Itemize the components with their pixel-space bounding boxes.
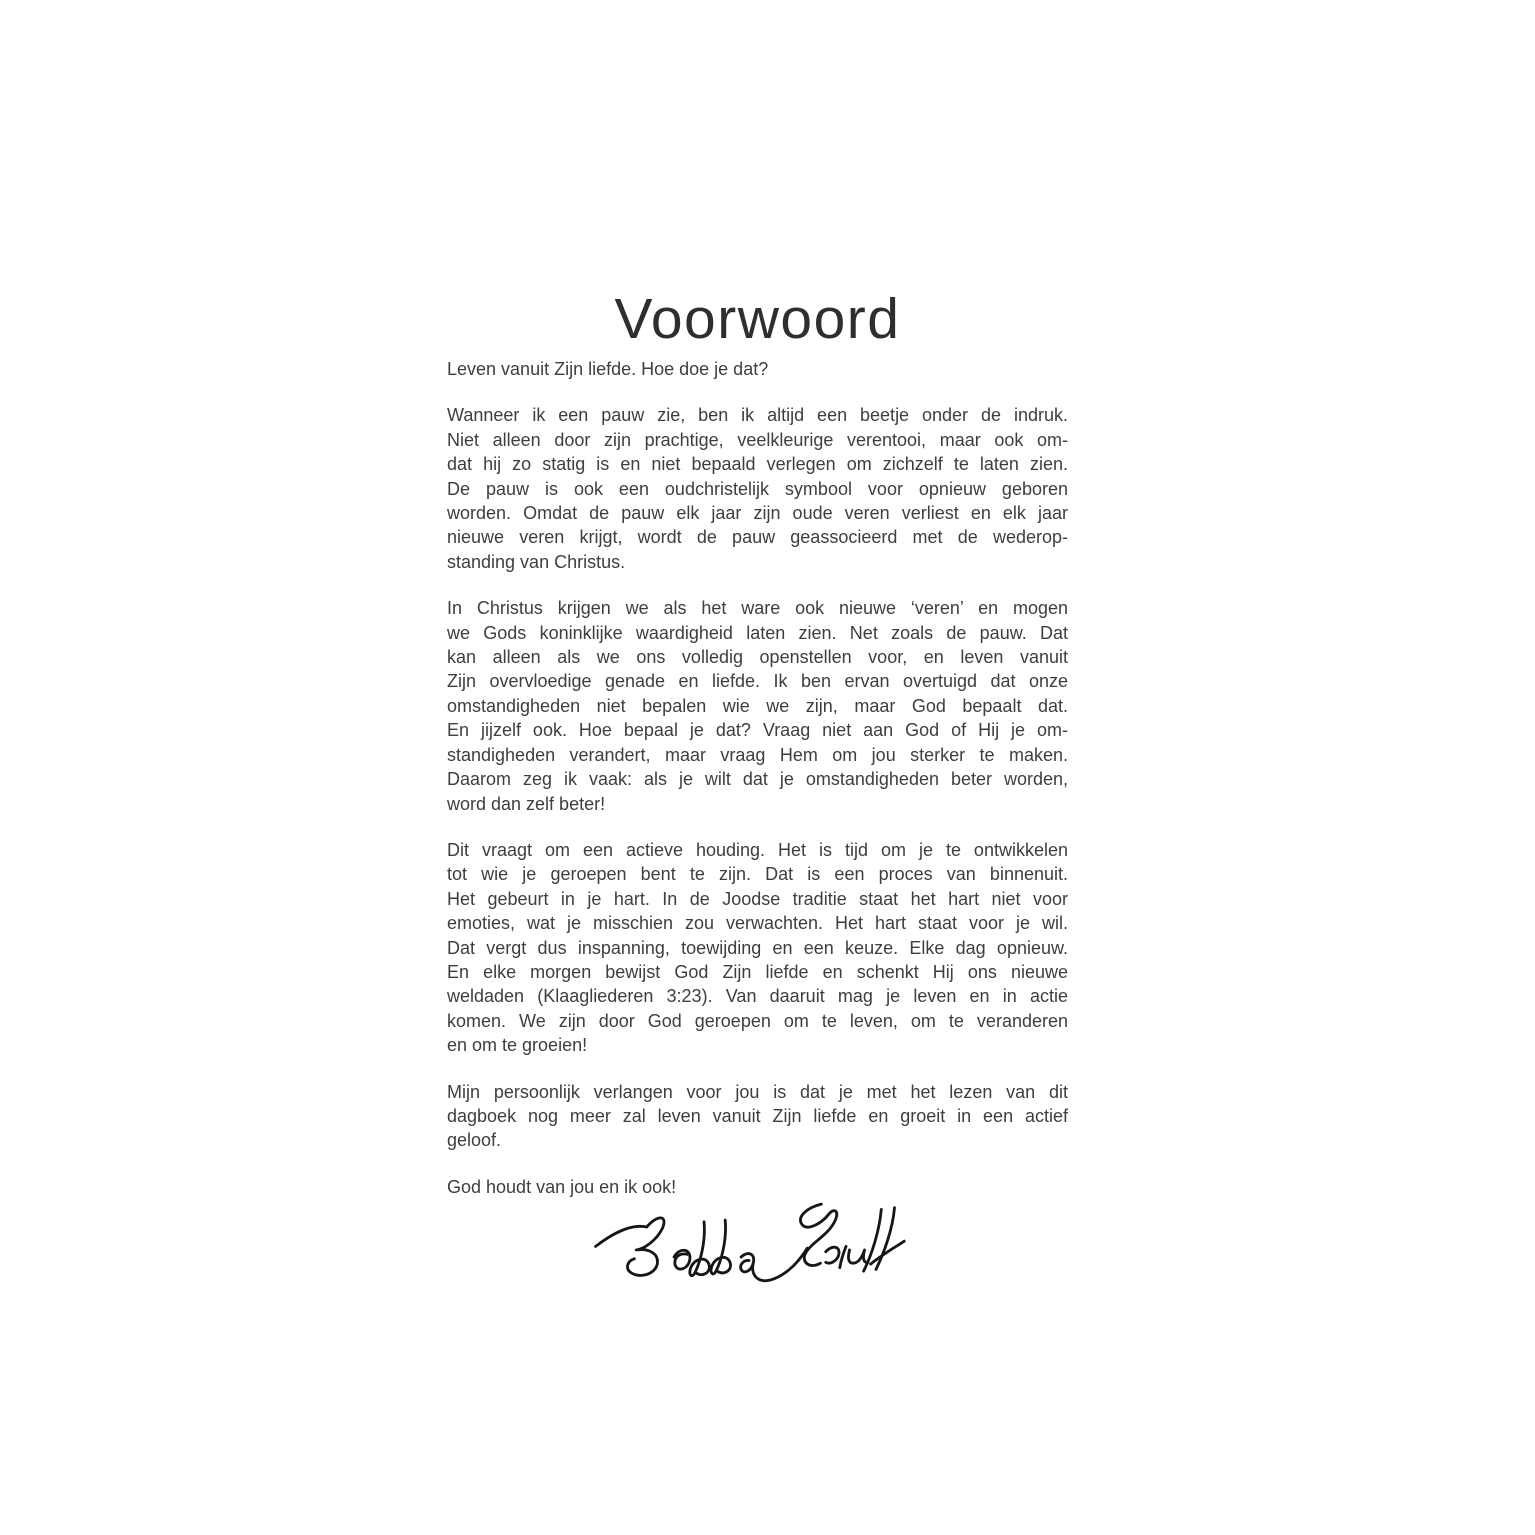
text-line: standigheden verandert, maar vraag Hem om jou sterker te maken. [447, 744, 1068, 765]
text-line: Wanneer ik een pauw zie, ben ik altijd een beetje onder de indruk. [447, 405, 1068, 426]
text-line: nieuwe veren krijgt, wordt de pauw geassocieerd met de wederop- [447, 527, 1068, 548]
paragraph [447, 357, 1068, 381]
text-line: weldaden (Klaagliederen 3:23). Van daaruit mag je leven en in actie [447, 986, 1068, 1007]
text-line: emoties, wat je misschien zou verwachten. Het hart staat voor je wil. [447, 913, 1068, 934]
text-line: komen. We zijn door God geroepen om te leven, om te veranderen [447, 1010, 1068, 1031]
text-line: standing van Christus. [447, 551, 626, 572]
paragraph [447, 838, 1068, 1058]
text-line: De pauw is ook een oudchristelijk symbool voor opnieuw geboren [447, 478, 1068, 499]
text-line: God houdt van jou en ik ook! [447, 1176, 677, 1197]
page-title: Voorwoord [614, 287, 901, 352]
text-line: worden. Omdat de pauw elk jaar zijn oude veren verliest en elk jaar [447, 503, 1068, 524]
text-line: Leven vanuit Zijn liefde. Hoe doe je dat? [447, 359, 769, 379]
text-line: kan alleen als we ons volledig openstellen voor, en leven vanuit [447, 647, 1068, 668]
paragraph [447, 1080, 1068, 1153]
text-line: Zijn overvloedige genade en liefde. Ik ben ervan overtuigd dat onze [447, 671, 1068, 692]
text-line: word dan zelf beter! [447, 793, 606, 814]
text-line: omstandigheden niet bepalen wie we zijn, maar God bepaalt dat. [447, 695, 1068, 716]
text-line: Het gebeurt in je hart. In de Joodse traditie staat het hart niet voor [447, 888, 1068, 909]
signature-stroke [864, 1208, 895, 1271]
text-line: dagboek nog meer zal leven vanuit Zijn liefde en groeit in een actief [447, 1105, 1068, 1126]
signature-stroke [690, 1222, 710, 1276]
signature-stroke [801, 1204, 837, 1265]
text-line: dat hij zo statig is en niet bepaald verlegen om zichzelf te laten zien. [447, 454, 1068, 475]
text-line: In Christus krijgen we als het ware ook nieuwe ‘veren’ en mogen [447, 598, 1068, 619]
text-line: Dat vergt dus inspanning, toewijding en een keuze. Elke dag opnieuw. [447, 937, 1068, 958]
text-line: Niet alleen door zijn prachtige, veelkleurige verentooi, maar ook om- [447, 429, 1068, 450]
text-line: we Gods koninklijke waardigheid laten zien. Net zoals de pauw. Dat [447, 622, 1068, 643]
paragraph [447, 596, 1068, 816]
signature-stroke [674, 1250, 690, 1269]
signature [590, 1190, 908, 1287]
text-line: en om te groeien! [447, 1035, 588, 1056]
paragraph [447, 403, 1068, 574]
signature-stroke [741, 1248, 808, 1280]
text-line: Dit vraagt om een actieve houding. Het is tijd om je te ontwikkelen [447, 839, 1068, 860]
signature-stroke [711, 1220, 731, 1274]
body-text [447, 357, 1068, 1199]
signature-image [590, 1190, 908, 1287]
text-line: En jijzelf ook. Hoe bepaal je dat? Vraag niet aan God of Hij je om- [447, 720, 1068, 741]
signature-stroke [826, 1246, 868, 1267]
text-line: En elke morgen bewijst God Zijn liefde en schenkt Hij ons nieuwe [447, 961, 1068, 982]
text-line: Daarom zeg ik vaak: als je wilt dat je omstandigheden beter worden, [447, 769, 1068, 790]
signature-stroke [596, 1218, 664, 1276]
text-line: tot wie je geroepen bent te zijn. Dat is een proces van binnenuit. [447, 864, 1068, 885]
text-line: geloof. [447, 1130, 502, 1151]
text-line: Mijn persoonlijk verlangen voor jou is dat je met het lezen van dit [447, 1081, 1068, 1102]
